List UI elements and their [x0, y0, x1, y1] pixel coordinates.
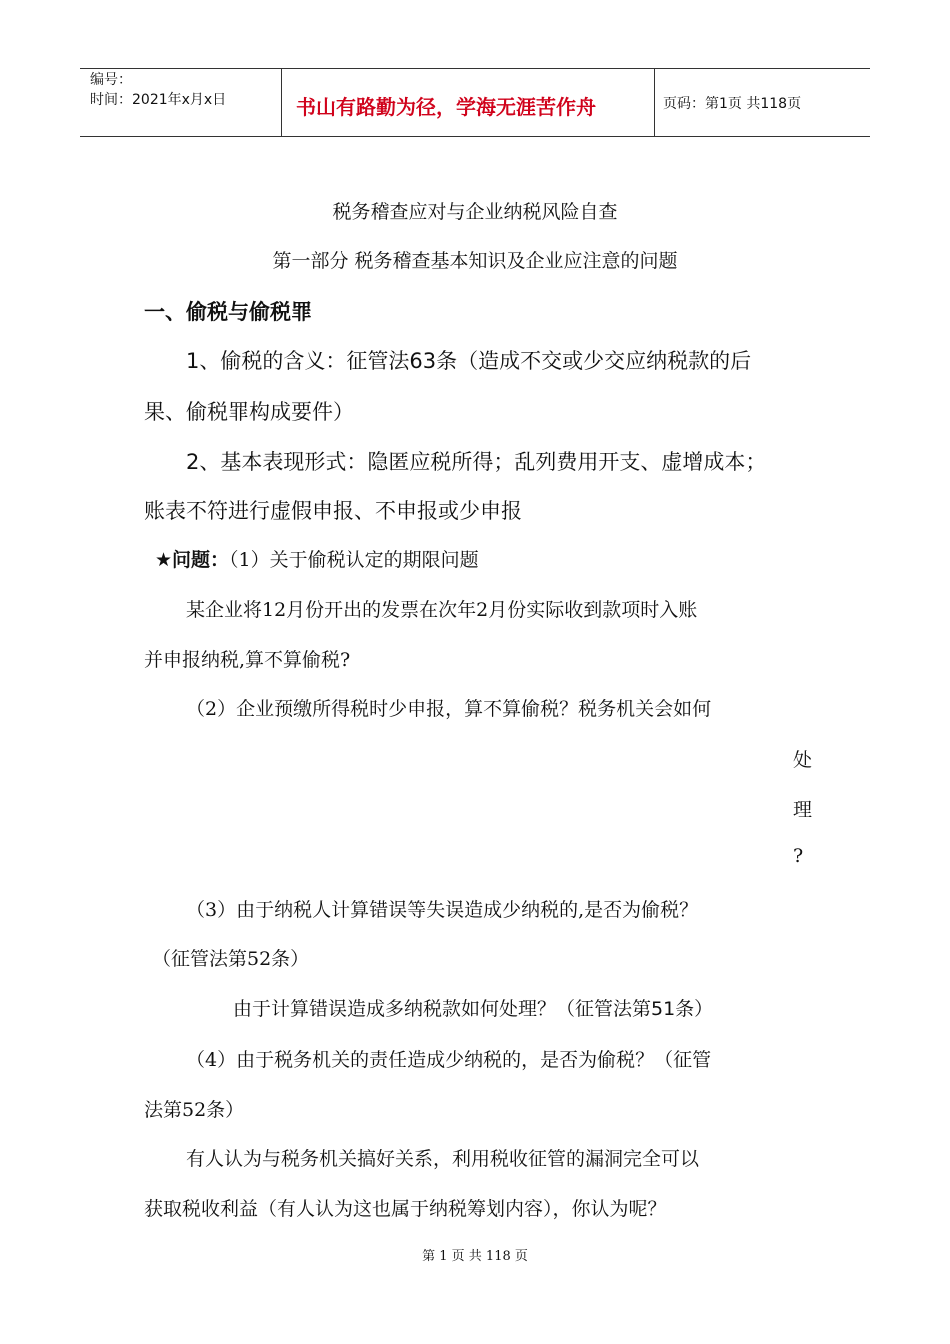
q1-detail-line2: 并申报纳税,算不算偷税?: [144, 649, 351, 671]
question-label: ★问题：: [155, 549, 230, 571]
q2-line1: （2）企业预缴所得税时少申报，算不算偷税？税务机关会如何: [186, 698, 712, 720]
q3-line2: （征管法第52条）: [152, 948, 310, 970]
q3-line3: 由于计算错误造成多纳税款如何处理？（征管法第51条）: [233, 998, 714, 1020]
paragraph-line2: 获取税收利益（有人认为这也属于纳税筹划内容），你认为呢？: [144, 1198, 667, 1220]
header-top-rule: [80, 68, 870, 69]
question-1: （1）关于偷税认定的期限问题: [229, 549, 479, 571]
q2-char-1: 处: [793, 749, 813, 771]
header-divider-right: [654, 68, 655, 136]
header-page-info: 页码：第1页 共118页: [663, 96, 802, 112]
header-number-label: 编号：: [90, 72, 132, 88]
item2-line2: 账表不符进行虚假申报、不申报或少申报: [144, 499, 522, 523]
section-heading: 一、偷税与偷税罪: [144, 300, 312, 324]
header-motto: 书山有路勤为径，学海无涯苦作舟: [296, 95, 596, 119]
part-title: 第一部分 税务稽查基本知识及企业应注意的问题: [272, 250, 678, 272]
question-row: [155, 545, 479, 572]
q3-line1: （3）由于纳税人计算错误等失误造成少纳税的,是否为偷税？: [186, 899, 699, 921]
item1-line1: 1、偷税的含义：征管法63条（造成不交或少交应纳税款的后: [186, 349, 752, 373]
item1-line2: 果、偷税罪构成要件）: [144, 400, 354, 424]
page-footer: 第 1 页 共 118 页: [422, 1249, 528, 1264]
q4-line1: （4）由于税务机关的责任造成少纳税的，是否为偷税？（征管: [186, 1049, 712, 1071]
paragraph-line1: 有人认为与税务机关搞好关系，利用税收征管的漏洞完全可以: [186, 1148, 700, 1170]
q4-line2: 法第52条）: [144, 1099, 245, 1121]
q2-char-3: ?: [793, 845, 804, 867]
header-time-label: 时间：2021年x月x日: [90, 92, 227, 108]
item2-line1: 2、基本表现形式：隐匿应税所得；乱列费用开支、虚增成本；: [186, 450, 767, 474]
header-bottom-rule: [80, 136, 870, 137]
q2-char-2: 理: [793, 799, 813, 821]
document-title: 税务稽查应对与企业纳税风险自查: [332, 201, 618, 223]
header-divider-left: [281, 68, 282, 136]
q1-detail-line1: 某企业将12月份开出的发票在次年2月份实际收到款项时入账: [186, 599, 698, 621]
